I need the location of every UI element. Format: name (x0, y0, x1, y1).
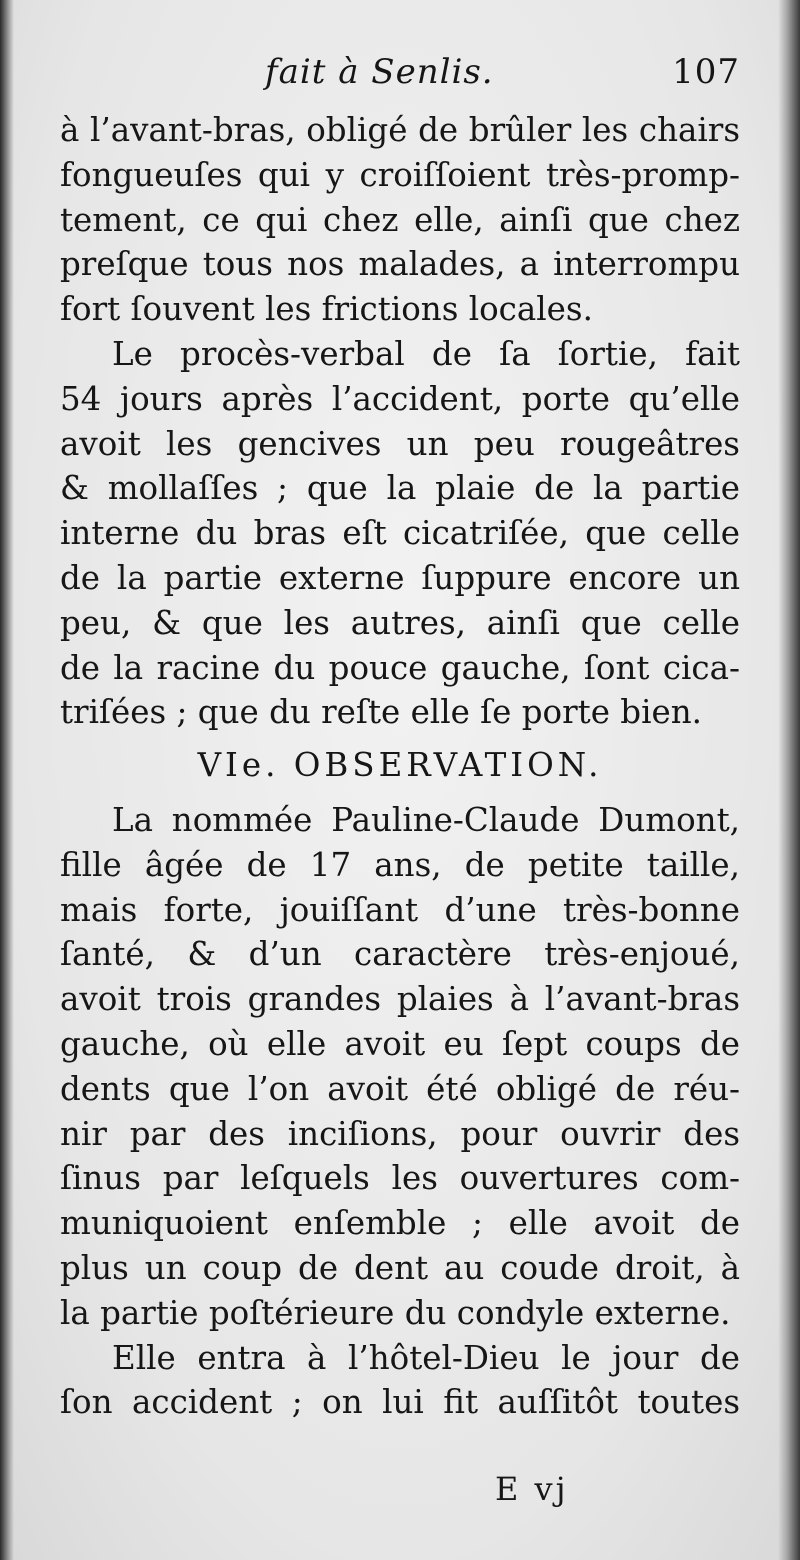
text-line: Le procès-verbal de ſa ſortie, fait (112, 334, 740, 373)
text-line: plus un coup de dent au coude droit, à (60, 1248, 740, 1287)
text-line: ſinus par leſquels les ouvertures com- (60, 1159, 740, 1198)
text-line: interne du bras eſt cicatriſée, que celle (60, 514, 740, 553)
page-left-edge-shadow (0, 0, 14, 1560)
text-line: La nommée Pauline-Claude Dumont, (112, 800, 740, 839)
text-line: avoit les gencives un peu rougeâtres (60, 424, 740, 463)
text-line: gauche, où elle avoit eu ſept coups de (60, 1024, 740, 1063)
text-line: fille âgée de 17 ans, de petite taille, (60, 845, 740, 884)
page-right-edge-shadow (778, 0, 800, 1560)
text-line: triſées ; que du reſte elle ſe porte bien. (60, 693, 702, 732)
section-heading: VIe. OBSERVATION. (197, 746, 603, 785)
text-line: & mollaſſes ; que la plaie de la partie (60, 469, 740, 508)
page-header (60, 52, 740, 102)
body-text (60, 108, 740, 1425)
text-line: ſon accident ; on lui fit auſſitôt toutes (60, 1383, 740, 1422)
text-line: la partie poſtérieure du condyle externe. (60, 1293, 731, 1332)
text-line: de la partie externe ſuppure encore un (60, 558, 740, 597)
text-line: Elle entra à l’hôtel-Dieu le jour de (112, 1338, 740, 1377)
text-line: de la racine du pouce gauche, ſont cica- (60, 648, 740, 687)
text-line: mais forte, jouiſſant d’une très-bonne (60, 890, 740, 929)
text-line: peu, & que les autres, ainſi que celle (60, 603, 740, 642)
signature-mark: E vj (495, 1470, 569, 1508)
text-line: dents que l’on avoit été obligé de réu- (60, 1069, 740, 1108)
text-line: preſque tous nos malades, a interrompu (60, 245, 740, 284)
running-title: fait à Senlis. (265, 52, 494, 92)
text-line: tement, ce qui chez elle, ainſi que chez (60, 200, 740, 239)
page-number: 107 (672, 52, 740, 92)
text-line: avoit trois grandes plaies à l’avant-bras (60, 980, 740, 1019)
text-line: fort ſouvent les frictions locales. (60, 290, 593, 329)
text-line: muniquoient enſemble ; elle avoit de (60, 1204, 740, 1243)
text-line: fongueuſes qui y croiſſoient très-promp- (60, 155, 740, 194)
text-line: 54 jours après l’accident, porte qu’elle (60, 379, 740, 418)
text-line: à l’avant-bras, obligé de brûler les chairs (60, 111, 740, 149)
text-line: nir par des inciſions, pour ouvrir des (60, 1114, 740, 1153)
text-line: ſanté, & d’un caractère très-enjoué, (60, 935, 740, 974)
